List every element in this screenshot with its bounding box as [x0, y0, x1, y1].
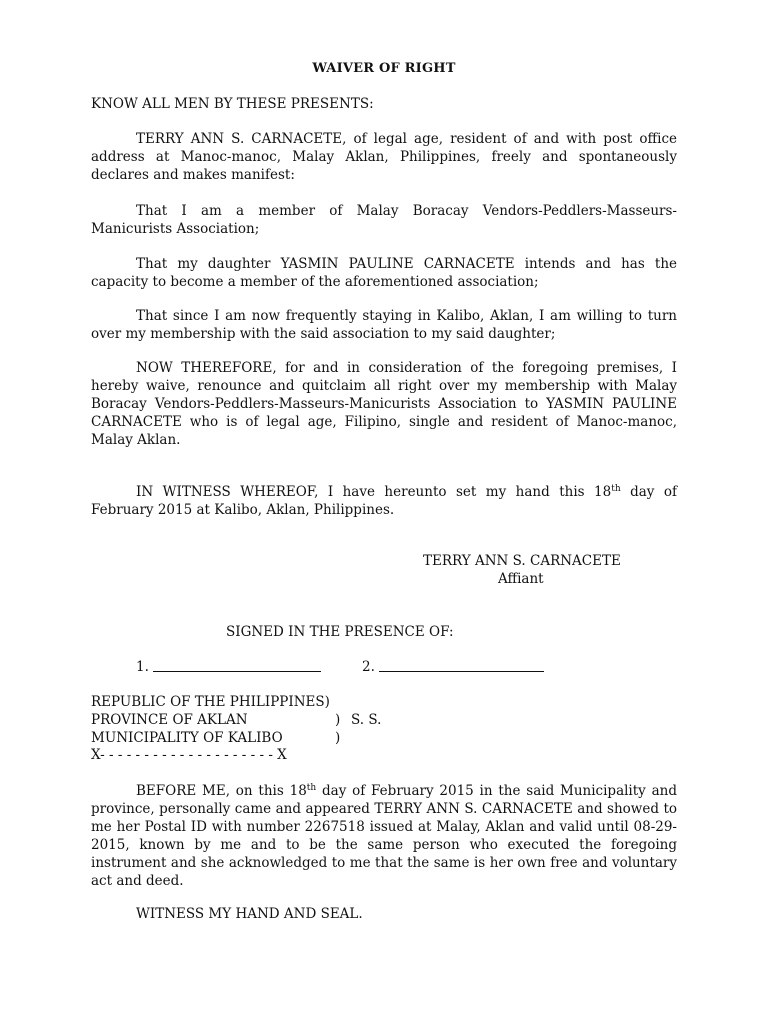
- paragraph-waiver: NOW THEREFORE, for and in consideration of the foregoing premises, I hereby waive, renounce and quitclaim all right over my membership with Malay Boracay Vendors-Peddlers-Masseurs-Manicurists Association to YASMIN PAULINE CARNACETE who is of legal age, Filipino, single and resident of Manoc-manoc, Malay Aklan.: [91, 360, 677, 448]
- paragraph-witness-whereof: [91, 483, 677, 519]
- venue-divider: X- - - - - - - - - - - - - - - - - - - - X: [91, 747, 287, 763]
- jurat-text-end: day of February 2015 in the said Municipality and province, personally came and appeared TERRY ANN S. CARNACETE and showed to me her Postal ID with number 2267518 issued at Malay, Aklan and valid until 08-29-2015, known by me and to be the same person who executed the foregoing instrument and she acknowledged to me that the same is her own free and voluntary act and deed.: [91, 783, 677, 889]
- witness-line-2-number: 2.: [362, 659, 375, 675]
- paragraph-willingness: That since I am now frequently staying in Kalibo, Aklan, I am willing to turn over my membership with the said association to my said daughter;: [91, 308, 677, 342]
- venue-republic: REPUBLIC OF THE PHILIPPINES): [91, 694, 330, 710]
- witness-text-start: IN WITNESS WHEREOF, I have hereunto set my hand this 18: [136, 484, 612, 500]
- venue-province-paren: ): [335, 712, 341, 728]
- closing-witness-seal: WITNESS MY HAND AND SEAL.: [136, 906, 363, 922]
- paragraph-jurat: [91, 782, 677, 890]
- witness-line-1-blank: [153, 659, 321, 672]
- affiant-name: TERRY ANN S. CARNACETE: [423, 553, 621, 569]
- document-title: WAIVER OF RIGHT: [312, 61, 456, 76]
- witness-day-suffix: th: [611, 484, 621, 494]
- venue-province: PROVINCE OF AKLAN: [91, 712, 248, 728]
- paragraph-membership: That I am a member of Malay Boracay Vendors-Peddlers-Masseurs-Manicurists Association;: [91, 203, 677, 237]
- witness-line-2: [362, 659, 544, 675]
- witness-line-1: [136, 659, 321, 675]
- affiant-label: Affiant: [498, 571, 544, 587]
- venue-municipality: MUNICIPALITY OF KALIBO: [91, 730, 283, 746]
- witness-text-end: day of February 2015 at Kalibo, Aklan, Philippines.: [91, 484, 677, 518]
- paragraph-declarant: TERRY ANN S. CARNACETE, of legal age, resident of and with post office address at Manoc-manoc, Malay Aklan, Philippines, freely and spontaneously declares and makes manifest:: [91, 131, 677, 183]
- venue-municipality-paren: ): [335, 730, 341, 746]
- paragraph-daughter: That my daughter YASMIN PAULINE CARNACETE intends and has the capacity to become a member of the aforementioned association;: [91, 256, 677, 290]
- venue-ss: S. S.: [351, 712, 382, 728]
- jurat-day-suffix: th: [306, 783, 317, 793]
- signed-presence-heading: SIGNED IN THE PRESENCE OF:: [226, 624, 454, 640]
- salutation: KNOW ALL MEN BY THESE PRESENTS:: [91, 96, 374, 112]
- witness-line-1-number: 1.: [136, 659, 149, 675]
- jurat-text-start: BEFORE ME, on this 18: [136, 783, 307, 799]
- witness-line-2-blank: [379, 659, 544, 672]
